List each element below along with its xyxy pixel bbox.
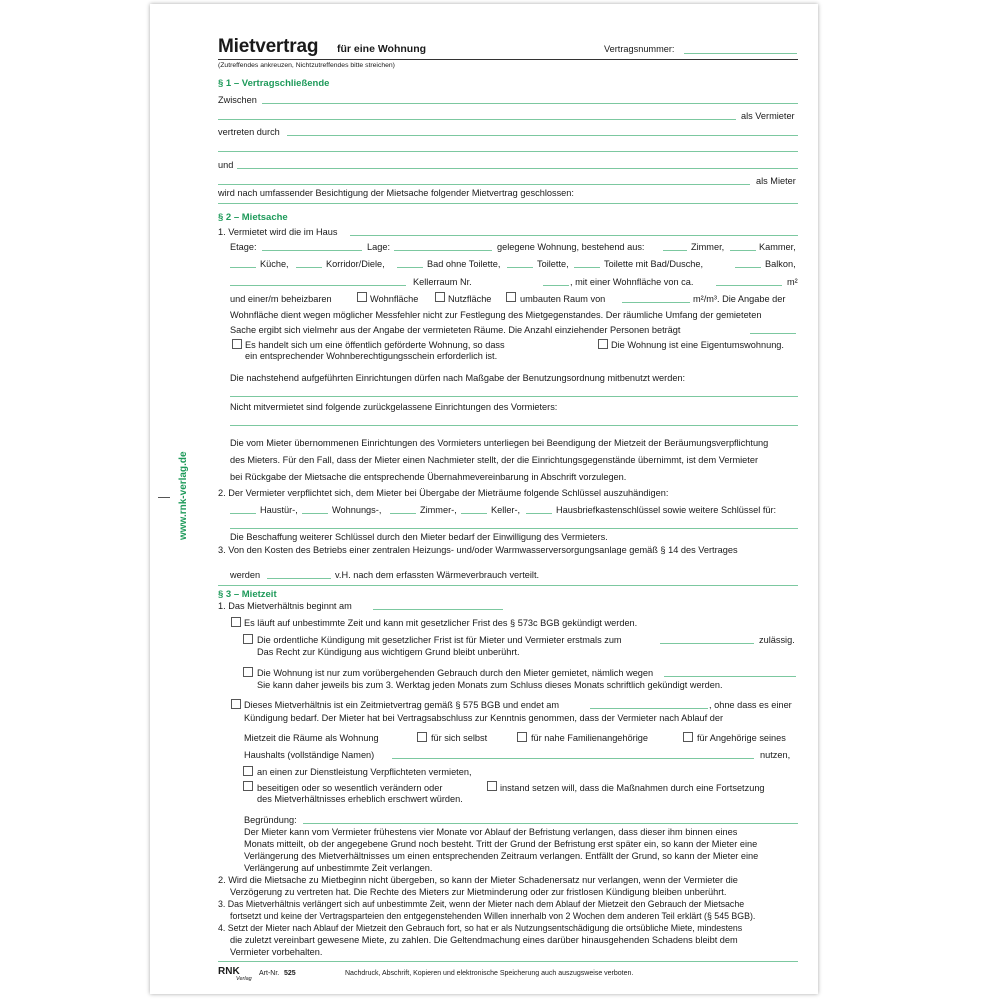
kellerraum-field[interactable] bbox=[543, 285, 569, 286]
side-url: www.rnk-verlag.de bbox=[178, 451, 189, 540]
label-gefoerdert-1: Es handelt sich um eine öffentlich geförderte Wohnung, so dass bbox=[245, 340, 505, 350]
s3-b3: Verlängerung des Mietverhältnisses um einen entsprechenden Zeitraum verlangen. Entfällt der Grund, so kann der Mieter eine bbox=[244, 851, 759, 861]
s2-p1: 1. Vermietet wird die im Haus bbox=[218, 227, 338, 237]
toilette-bad-field[interactable] bbox=[574, 267, 600, 268]
vh-field[interactable] bbox=[267, 578, 331, 579]
label-voruebergehend-1: Die Wohnung ist nur zum vorübergehenden Gebrauch durch den Mieter gemietet, nämlich wegen bbox=[257, 668, 654, 678]
label-haushalts: Haushalts (vollständige Namen) bbox=[244, 750, 375, 760]
hausbrief-key-field[interactable] bbox=[526, 513, 552, 514]
label-balkon: Balkon, bbox=[765, 259, 796, 269]
label-voruebergehend-2: Sie kann daher jeweils bis zum 3. Werktag jeden Monats zum Schluss dieses Monats schriftlich gekündigt werden. bbox=[257, 680, 723, 690]
label-opt-nutzflaeche: Nutzfläche bbox=[448, 294, 492, 304]
landlord-field-2[interactable] bbox=[218, 119, 736, 120]
label-gefoerdert-2: ein entsprechender Wohnberechtigungsschein erforderlich ist. bbox=[245, 351, 498, 361]
s3-p1: 1. Das Mietverhältnis beginnt am bbox=[218, 601, 352, 611]
label-represented: vertreten durch bbox=[218, 127, 280, 137]
label-zeit-1b: , ohne dass es einer bbox=[709, 700, 792, 710]
house-field[interactable] bbox=[350, 235, 798, 236]
s2-einrichtungen: Die nachstehend aufgeführten Einrichtungen dürfen nach Maßgabe der Benutzungsordnung mitbenutzt werden: bbox=[230, 373, 686, 383]
label-dienst: an einen zur Dienstleistung Verpflichteten vermieten, bbox=[257, 767, 472, 777]
umbauten-field[interactable] bbox=[622, 302, 690, 303]
label-and: und bbox=[218, 160, 234, 170]
label-m2: m² bbox=[787, 277, 798, 287]
checkbox-beseitigen[interactable] bbox=[243, 781, 253, 791]
label-beseitigen-1: beseitigen oder so wesentlich verändern oder bbox=[257, 783, 443, 793]
label-werden: werden bbox=[230, 570, 261, 580]
s2-vormieter-1: Die vom Mieter übernommenen Einrichtungen des Vormieters unterliegen bei Beendigung der Mietzeit der Beräumungsverpflichtung bbox=[230, 438, 769, 448]
s2-line-b: Sache ergibt sich vielmehr aus der Angabe der vermieteten Räume. Die Anzahl einziehender Personen beträgt bbox=[230, 325, 681, 335]
footer-rule bbox=[218, 961, 798, 962]
label-hausbrief: Hausbriefkastenschlüssel sowie weitere Schlüssel für: bbox=[556, 505, 777, 515]
label-keller-key: Keller-, bbox=[491, 505, 521, 515]
s3-p4-1: 4. Setzt der Mieter nach Ablauf der Mietzeit den Gebrauch fort, so hat er als Nutzungsentschädigung die ortsübliche Miete, mindestens bbox=[218, 923, 743, 933]
representative-field[interactable] bbox=[287, 135, 798, 136]
label-wohnflaeche-ca: , mit einer Wohnfläche von ca. bbox=[570, 277, 694, 287]
tenant-field-1[interactable] bbox=[237, 168, 798, 169]
label-nutzen: nutzen, bbox=[760, 750, 791, 760]
s3-p4-2: die zuletzt vereinbart gewesene Miete, zu zahlen. Die Geltendmachung eines darüber hinausgehenden Schadens bleibt dem bbox=[230, 935, 738, 945]
label-ordentlich-1: Die ordentliche Kündigung mit gesetzlicher Frist ist für Mieter und Vermieter erstmals zum bbox=[257, 635, 622, 645]
label-instand: instand setzen will, dass die Maßnahmen durch eine Fortsetzung bbox=[500, 783, 765, 793]
label-beseitigen-2: des Mietverhältnisses erheblich erschwert würden. bbox=[257, 794, 463, 804]
form-title: Mietvertrag bbox=[218, 36, 319, 57]
label-kellerraum: Kellerraum Nr. bbox=[413, 277, 472, 287]
s3-b1: Der Mieter kann vom Vermieter frühestens vier Monate vor Ablauf der Befristung verlangen, dass dieser ihm binnen eines bbox=[244, 827, 738, 837]
art-label: Art-Nr. bbox=[259, 970, 280, 977]
s3-p3-1: 3. Das Mietverhältnis verlängert sich auf unbestimmte Zeit, wenn der Mieter nach dem Ablauf der Mietzeit den Gebrauch der Mietsache bbox=[218, 899, 745, 909]
section-3-title: § 3 – Mietzeit bbox=[218, 589, 277, 600]
landlord-field-1[interactable] bbox=[262, 103, 798, 104]
etage-field[interactable] bbox=[262, 250, 362, 251]
checkbox-ordentlich[interactable] bbox=[243, 634, 253, 644]
label-zimmer: Zimmer, bbox=[691, 242, 725, 252]
checkbox-gefoerdert[interactable] bbox=[232, 339, 242, 349]
balkon-field[interactable] bbox=[735, 267, 761, 268]
zeit-ende-field[interactable] bbox=[590, 708, 708, 709]
toilette-field[interactable] bbox=[507, 267, 533, 268]
checkbox-umbauten[interactable] bbox=[506, 292, 516, 302]
art-number: 525 bbox=[284, 970, 296, 977]
representative-field-2[interactable] bbox=[218, 151, 798, 152]
s2-p3: 3. Von den Kosten des Betriebs einer zentralen Heizungs- und/oder Warmwasserversorgungsanlage gemäß § 14 des Vertrages bbox=[218, 545, 738, 555]
weitere-schluessel-field[interactable] bbox=[230, 528, 798, 529]
label-selbst: für sich selbst bbox=[431, 733, 488, 743]
nicht-mitvermietet-field[interactable] bbox=[230, 425, 798, 426]
checkbox-unbestimmt[interactable] bbox=[231, 617, 241, 627]
zimmer-field[interactable] bbox=[663, 250, 687, 251]
wohnungs-field[interactable] bbox=[302, 513, 328, 514]
korridor-field[interactable] bbox=[296, 267, 322, 268]
begruendung-field[interactable] bbox=[303, 823, 798, 824]
s3-p2-2: Verzögerung zu vertreten hat. Die Rechte des Mieters zur Mietminderung oder zur fristlosen Kündigung bleiben unberührt. bbox=[230, 887, 727, 897]
section-rule-2 bbox=[218, 585, 798, 586]
label-ordentlich-2: Das Recht zur Kündigung aus wichtigem Grund bleibt unberührt. bbox=[257, 647, 520, 657]
label-kueche: Küche, bbox=[260, 259, 289, 269]
s3-p3-2: fortsetzt und keine der Vertragsparteien den entgegenstehenden Willen innerhalb von 2 Wochen dem anderen Teil erklärt (§ 545 BGB). bbox=[230, 911, 756, 921]
checkbox-instand[interactable] bbox=[487, 781, 497, 791]
label-bad: Bad ohne Toilette, bbox=[427, 259, 501, 269]
s2-vormieter-3: bei Rückgabe der Mietsache die entsprechende Übernahmevereinbarung in Abschrift vorzulegen. bbox=[230, 472, 627, 482]
label-gelegene: gelegene Wohnung, bestehend aus: bbox=[497, 242, 645, 252]
footer-notice: Nachdruck, Abschrift, Kopieren und elektronische Speicherung auch auszugsweise verboten. bbox=[345, 970, 634, 977]
label-eigentum: Die Wohnung ist eine Eigentumswohnung. bbox=[611, 340, 784, 350]
checkbox-dienst[interactable] bbox=[243, 766, 253, 776]
label-zulaessig: zulässig. bbox=[759, 635, 795, 645]
einrichtungen-field[interactable] bbox=[230, 396, 798, 397]
kammer-field[interactable] bbox=[730, 250, 756, 251]
label-familie: für nahe Familienangehörige bbox=[531, 733, 648, 743]
persons-field[interactable] bbox=[750, 333, 796, 334]
checkbox-haushalt[interactable] bbox=[683, 732, 693, 742]
haushalt-namen-field[interactable] bbox=[392, 758, 754, 759]
keller-key-field[interactable] bbox=[461, 513, 487, 514]
s3-b4: Verlängerung auf unbestimmte Zeit verlangen. bbox=[244, 863, 433, 873]
bad-field[interactable] bbox=[397, 267, 423, 268]
checkbox-selbst[interactable] bbox=[417, 732, 427, 742]
checkbox-voruebergehend[interactable] bbox=[243, 667, 253, 677]
label-wohnungs: Wohnungs-, bbox=[332, 505, 382, 515]
s2-p2: 2. Der Vermieter verpflichtet sich, dem Mieter bei Übergabe der Mieträume folgende Schlüssel auszuhändigen: bbox=[218, 488, 669, 498]
label-korridor: Korridor/Diele, bbox=[326, 259, 385, 269]
label-zeit-3: Mietzeit die Räume als Wohnung bbox=[244, 733, 379, 743]
s3-b2: Monats mitteilt, ob der angegebene Grund noch besteht. Tritt der Grund der Befristung erst später ein, so kann der Mieter eine bbox=[244, 839, 758, 849]
label-m2m3: m²/m³. Die Angabe der bbox=[693, 294, 786, 304]
section-2-title: § 2 – Mietsache bbox=[218, 212, 288, 223]
s3-p4-3: Vermieter vorbehalten. bbox=[230, 947, 323, 957]
fold-mark bbox=[158, 497, 170, 498]
s3-p2-1: 2. Wird die Mietsache zu Mietbeginn nicht übergeben, so kann der Mieter Schadenersatz nur verlangen, wenn der Vermieter die bbox=[218, 875, 738, 885]
zimmer-key-field[interactable] bbox=[390, 513, 416, 514]
contract-number-field[interactable] bbox=[684, 53, 797, 54]
label-kammer: Kammer, bbox=[759, 242, 796, 252]
label-as-tenant: als Mieter bbox=[756, 176, 796, 186]
rnk-logo-sub: Verlag bbox=[236, 976, 252, 982]
label-toilette-bad: Toilette mit Bad/Dusche, bbox=[604, 259, 704, 269]
label-lage: Lage: bbox=[367, 242, 390, 252]
label-between: Zwischen bbox=[218, 95, 257, 105]
s2-nicht-mitvermietet: Nicht mitvermietet sind folgende zurückgelassene Einrichtungen des Vormieters: bbox=[230, 402, 558, 412]
label-zeit-2: Kündigung bedarf. Der Mieter hat bei Vertragsabschluss zur Kenntnis genommen, dass der Vermieter nach Ablauf der bbox=[244, 713, 724, 723]
form-subtitle: für eine Wohnung bbox=[337, 43, 427, 55]
label-as-landlord: als Vermieter bbox=[741, 111, 795, 121]
wohnflaeche-field[interactable] bbox=[716, 285, 782, 286]
checkbox-eigentum[interactable] bbox=[598, 339, 608, 349]
s2-line-a: Wohnfläche dient wegen möglicher Messfehler nicht zur Festlegung des Mietgegenstandes. Der räumliche Umfang der gemieteten bbox=[230, 310, 762, 320]
label-etage: Etage: bbox=[230, 242, 257, 252]
section-1-title: § 1 – Vertragschließende bbox=[218, 78, 330, 89]
label-vh: v.H. nach dem erfassten Wärmeverbrauch verteilt. bbox=[335, 570, 540, 580]
label-haushalt: für Angehörige seines bbox=[697, 733, 786, 743]
label-opt-umbauten: umbauten Raum von bbox=[520, 294, 606, 304]
label-begruendung: Begründung: bbox=[244, 815, 297, 825]
rnk-logo: RNK bbox=[218, 966, 240, 977]
header-rule bbox=[218, 59, 798, 60]
label-zeit-1: Dieses Mietverhältnis ist ein Zeitmietvertrag gemäß § 575 BGB und endet am bbox=[244, 700, 560, 710]
section-rule bbox=[218, 203, 798, 204]
label-unbestimmt: Es läuft auf unbestimmte Zeit und kann mit gesetzlicher Frist des § 573c BGB gekündigt werden. bbox=[244, 618, 638, 628]
label-opt-wohnflaeche: Wohnfläche bbox=[370, 294, 419, 304]
haustuer-field[interactable] bbox=[230, 513, 256, 514]
contract-number-label: Vertragsnummer: bbox=[604, 44, 675, 54]
s2-vormieter-2: des Mieters. Für den Fall, dass der Mieter einen Nachmieter stellt, der die Einrichtungsgegenstände übernimmt, ist dem Vermieter bbox=[230, 455, 759, 465]
section-1-closing: wird nach umfassender Besichtigung der Mietsache folgender Mietvertrag geschlossen: bbox=[218, 188, 574, 198]
checkbox-zeitmietvertrag[interactable] bbox=[231, 699, 241, 709]
label-haustuer: Haustür-, bbox=[260, 505, 298, 515]
label-beheizbar: und einer/m beheizbaren bbox=[230, 294, 332, 304]
extra-rooms-field[interactable] bbox=[230, 285, 406, 286]
checkbox-nutzflaeche[interactable] bbox=[435, 292, 445, 302]
tenant-field-2[interactable] bbox=[218, 184, 750, 185]
lage-field[interactable] bbox=[394, 250, 492, 251]
voruebergehend-field[interactable] bbox=[664, 676, 796, 677]
label-toilette: Toilette, bbox=[537, 259, 569, 269]
checkbox-wohnflaeche[interactable] bbox=[357, 292, 367, 302]
kuendigung-datum-field[interactable] bbox=[660, 643, 754, 644]
checkbox-familie[interactable] bbox=[517, 732, 527, 742]
kueche-field[interactable] bbox=[230, 267, 256, 268]
mietbeginn-field[interactable] bbox=[373, 609, 503, 610]
label-zimmer-key: Zimmer-, bbox=[420, 505, 457, 515]
s2-beschaffung: Die Beschaffung weiterer Schlüssel durch den Mieter bedarf der Einwilligung des Vermieters. bbox=[230, 532, 608, 542]
form-note: (Zutreffendes ankreuzen, Nichtzutreffendes bitte streichen) bbox=[218, 62, 395, 69]
